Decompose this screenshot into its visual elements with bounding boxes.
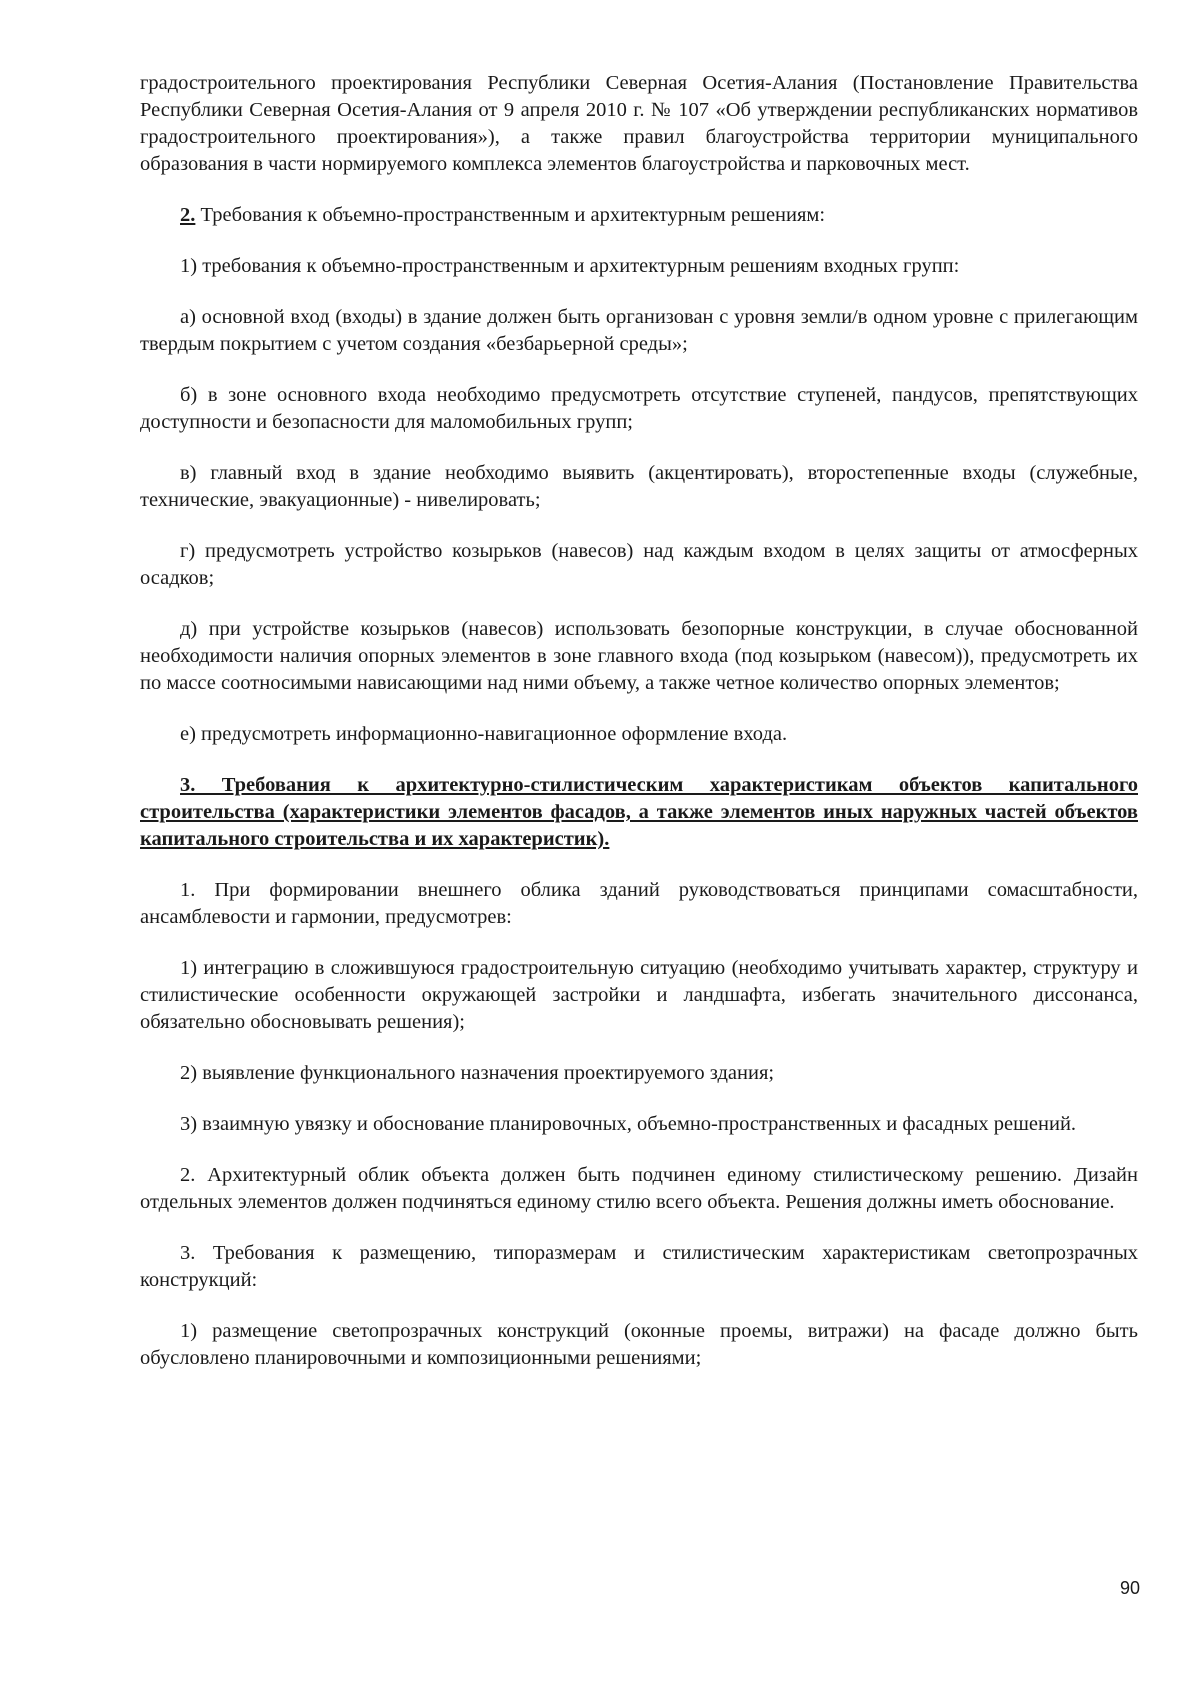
section-3-heading: 3. Требования к архитектурно-стилистическим характеристикам объектов капитального строительства (характеристики элементов фасадов, а также элементов иных наружных частей объектов капитального строительства и их характеристик). [140, 774, 1138, 850]
section-2-sub1: 1) требования к объемно-пространственным и архитектурным решениям входных групп: [180, 255, 960, 277]
section-2-number: 2. [180, 204, 196, 226]
page-number: 90 [1119, 1578, 1140, 1598]
list-item-a: а) основной вход (входы) в здание должен быть организован с уровня земли/в одном уровне с прилегающим твердым покрытием с учетом создания «безбарьерной среды»; [140, 306, 1138, 355]
list-item-e: е) предусмотреть информационно-навигационное оформление входа. [180, 723, 788, 745]
section-3-point-1-item-2: 2) выявление функционального назначения проектируемого здания; [180, 1062, 775, 1084]
list-item-v: в) главный вход в здание необходимо выявить (акцентировать), второстепенные входы (служебные, технические, эвакуационные) - нивелировать; [140, 462, 1138, 511]
section-2-title: Требования к объемно-пространственным и архитектурным решениям: [200, 204, 826, 226]
intro-paragraph: градостроительного проектирования Республики Северная Осетия-Алания (Постановление Правительства Республики Северная Осетия-Алания от 9 апреля 2010 г. № 107 «Об утверждении республиканских нормативов градостроительного проектирования»), а также правил благоустройства территории муниципального образования в части нормируемого комплекса элементов благоустройства и парковочных мест. [140, 72, 1138, 175]
document-page [140, 70, 1138, 1372]
section-3-point-1: 1. При формировании внешнего облика зданий руководствоваться принципами сомасштабности, ансамблевости и гармонии, предусмотрев: [140, 879, 1138, 928]
section-3-point-2: 2. Архитектурный облик объекта должен быть подчинен единому стилистическому решению. Дизайн отдельных элементов должен подчиняться единому стилю всего объекта. Решения должны иметь обоснование. [140, 1164, 1138, 1213]
section-3-point-1-item-3: 3) взаимную увязку и обоснование планировочных, объемно-пространственных и фасадных решений. [180, 1113, 1077, 1135]
list-item-d: д) при устройстве козырьков (навесов) использовать безопорные конструкции, в случае обоснованной необходимости наличия опорных элементов в зоне главного входа (под козырьком (навесом)), предусмотреть их по массе соотносимыми нависающими над ними объему, а также четное количество опорных элементов; [140, 618, 1138, 694]
section-3-point-3: 3. Требования к размещению, типоразмерам и стилистическим характеристикам светопрозрачных конструкций: [140, 1242, 1138, 1291]
list-item-g: г) предусмотреть устройство козырьков (навесов) над каждым входом в целях защиты от атмосферных осадков; [140, 540, 1138, 589]
section-2-title-line [140, 202, 1138, 229]
section-3-point-3-item-1: 1) размещение светопрозрачных конструкций (оконные проемы, витражи) на фасаде должно быть обусловлено планировочными и композиционными решениями; [140, 1320, 1138, 1369]
list-item-b: б) в зоне основного входа необходимо предусмотреть отсутствие ступеней, пандусов, препятствующих доступности и безопасности для маломобильных групп; [140, 384, 1138, 433]
section-3-point-1-item-1: 1) интеграцию в сложившуюся градостроительную ситуацию (необходимо учитывать характер, структуру и стилистические особенности окружающей застройки и ландшафта, избегать значительного диссонанса, обязательно обосновывать решения); [140, 957, 1138, 1033]
